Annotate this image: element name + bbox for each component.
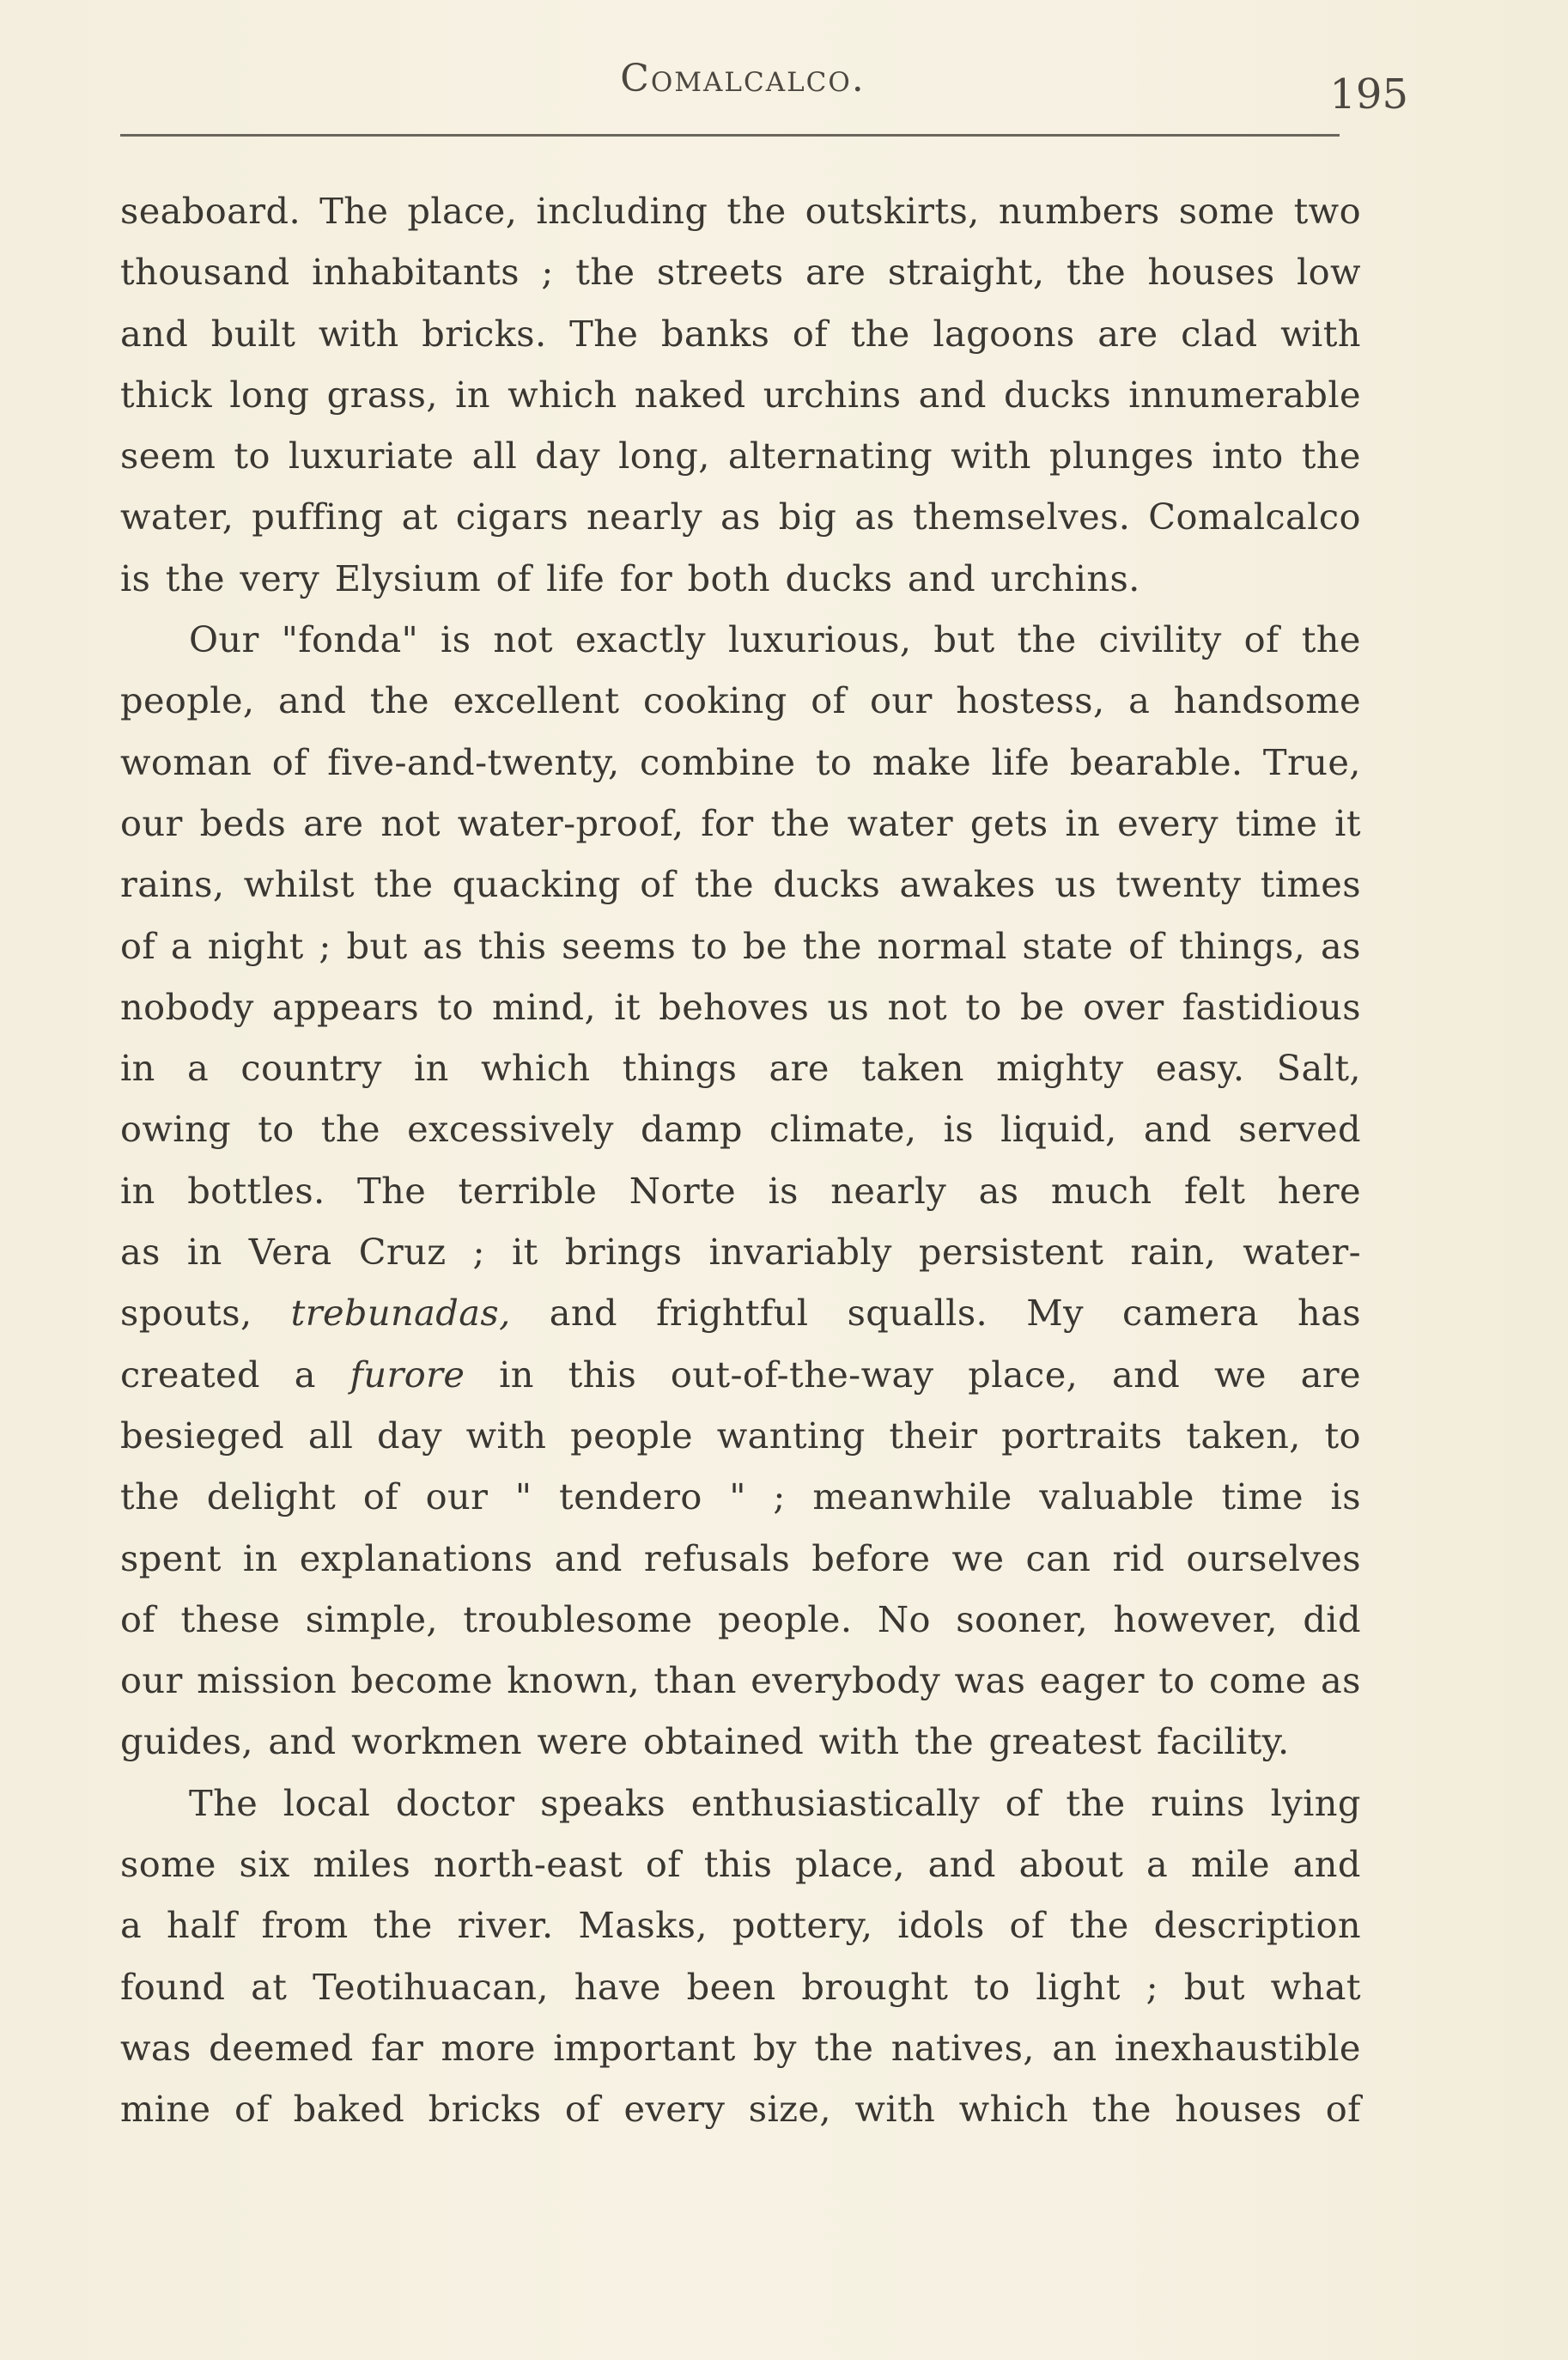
text-line: our beds are not water-proof, for the water gets in every time it <box>120 801 1361 844</box>
text-line: a half from the river. Masks, pottery, idols of the description <box>120 1904 1361 1947</box>
text-line: was deemed far more important by the natives, an inexhaustible <box>120 2026 1361 2069</box>
text-line: the delight of our " tendero " ; meanwhile valuable time is <box>120 1475 1361 1518</box>
text-line: created a furore in this out-of-the-way place, and we are <box>120 1353 1361 1396</box>
text-line: thick long grass, in which naked urchins and ducks innumerable <box>120 373 1361 416</box>
body-text <box>120 180 1361 2140</box>
text-line: in a country in which things are taken mighty easy. Salt, <box>120 1047 1361 1090</box>
text-line: our mission become known, than everybody was eager to come as <box>120 1659 1361 1702</box>
text-line: thousand inhabitants ; the streets are straight, the houses low <box>120 251 1361 294</box>
text-line: people, and the excellent cooking of our hostess, a handsome <box>120 679 1361 722</box>
text-line: of a night ; but as this seems to be the normal state of things, as <box>120 924 1361 967</box>
text-line: guides, and workmen were obtained with the greatest facility. <box>120 1720 1290 1763</box>
text-line: and built with bricks. The banks of the lagoons are clad with <box>120 312 1361 355</box>
text-line: The local doctor speaks enthusiastically of the ruins lying <box>189 1781 1361 1824</box>
text-line: nobody appears to mind, it behoves us not to be over fastidious <box>120 985 1361 1028</box>
text-line: as in Vera Cruz ; it brings invariably persistent rain, water- <box>120 1231 1361 1274</box>
text-line: seaboard. The place, including the outskirts, numbers some two <box>120 190 1361 232</box>
text-line: in bottles. The terrible Norte is nearly as much felt here <box>120 1169 1361 1212</box>
text-line: Our "fonda" is not exactly luxurious, but the civility of the <box>189 618 1361 661</box>
text-line: owing to the excessively damp climate, is liquid, and served <box>120 1108 1361 1151</box>
text-line: spent in explanations and refusals before we can rid ourselves <box>120 1536 1361 1579</box>
running-title: Comalcalco. <box>620 57 866 100</box>
text-line: is the very Elysium of life for both ducks and urchins. <box>120 557 1140 599</box>
text-line: of these simple, troublesome people. No sooner, however, did <box>120 1597 1361 1640</box>
text-line: woman of five-and-twenty, combine to make life bearable. True, <box>120 740 1361 783</box>
running-head <box>120 57 1408 119</box>
text-line: water, puffing at cigars nearly as big as themselves. Comalcalco <box>120 496 1361 538</box>
text-line: seem to luxuriate all day long, alternating with plunges into the <box>120 435 1361 477</box>
text-line: rains, whilst the quacking of the ducks awakes us twenty times <box>120 863 1361 906</box>
text-line: mine of baked bricks of every size, with which the houses of <box>120 2088 1361 2131</box>
text-line: some six miles north-east of this place, and about a mile and <box>120 1843 1361 1886</box>
header-rule <box>120 134 1340 137</box>
text-line: spouts, trebunadas, and frightful squalls. My camera has <box>120 1292 1361 1335</box>
page-number: 195 <box>1329 70 1408 119</box>
text-line: besieged all day with people wanting their portraits taken, to <box>120 1414 1361 1457</box>
text-line: found at Teotihuacan, have been brought to light ; but what <box>120 1965 1361 2008</box>
